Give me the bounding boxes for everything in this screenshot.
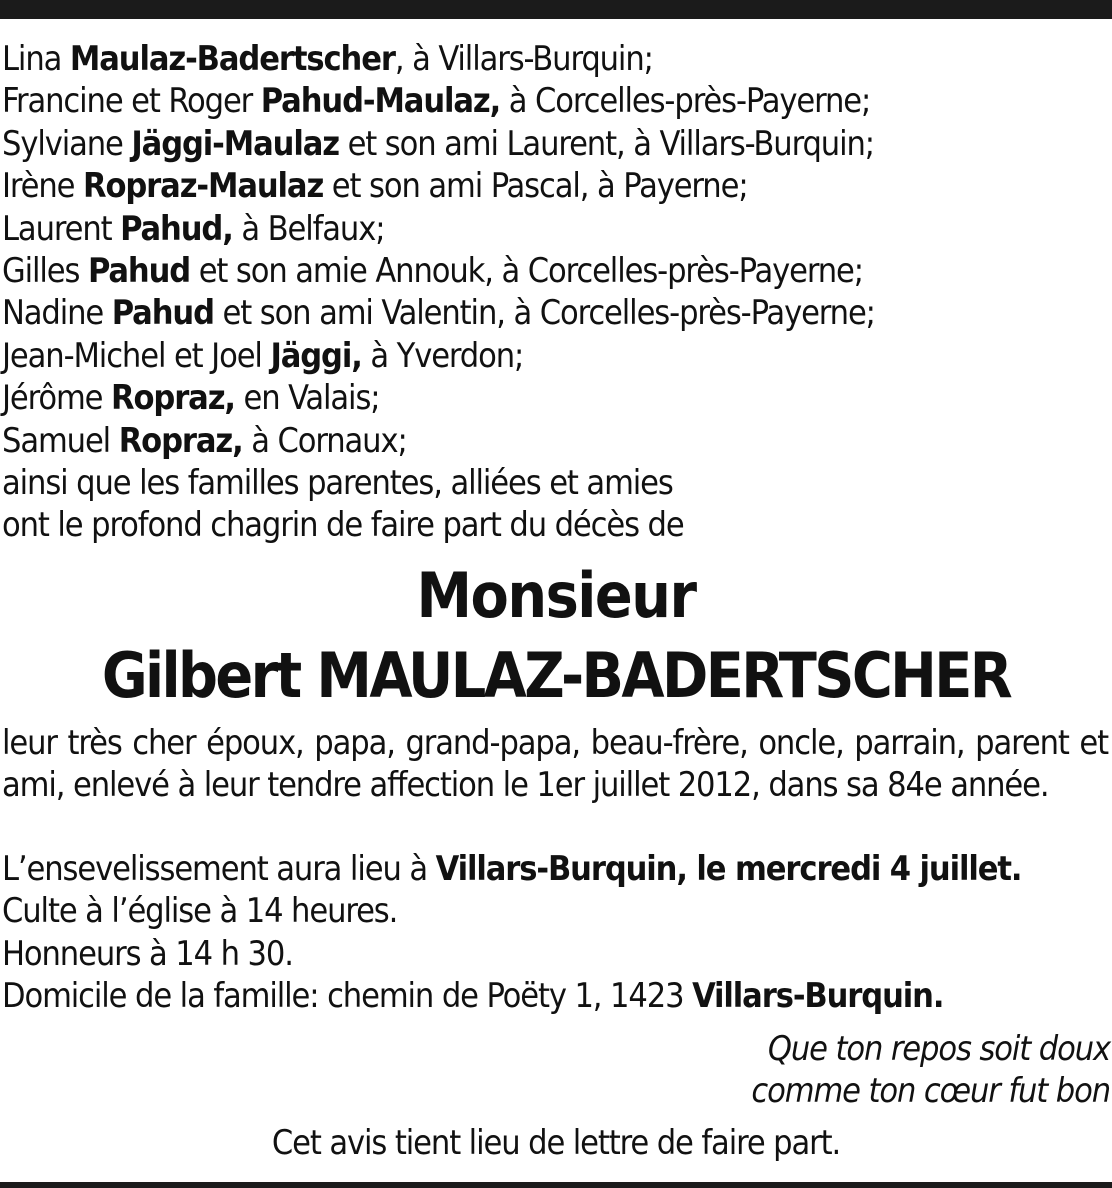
family-line: Gilles Pahud et son amie Annouk, à Corcelles-près-Payerne; <box>2 250 863 291</box>
family-line: ont le profond chagrin de faire part du décès de <box>2 505 684 546</box>
memorial-quote <box>410 1028 1110 1112</box>
family-line: Laurent Pahud, à Belfaux; <box>2 208 385 249</box>
deceased-name: Gilbert MAULAZ-BADERTSCHER <box>101 639 1011 712</box>
family-line: Jérôme Ropraz, en Valais; <box>2 378 380 419</box>
deceased-description: leur très cher époux, papa, grand-papa, beau-frère, oncle, parrain, parent et ami, enlevé à leur tendre affection le 1er juillet 2012, dans sa 84e année. <box>2 723 1108 805</box>
funeral-info <box>2 848 1110 1018</box>
family-line: ainsi que les familles parentes, alliées et amies <box>2 462 673 503</box>
family-line: Jean-Michel et Joel Jäggi, à Yverdon; <box>2 335 524 376</box>
family-line: Francine et Roger Pahud-Maulaz, à Corcelles-près-Payerne; <box>2 81 871 122</box>
family-line: Sylviane Jäggi-Maulaz et son ami Laurent, à Villars-Burquin; <box>2 123 874 164</box>
family-list <box>2 38 1110 547</box>
bottom-rule <box>0 1182 1112 1188</box>
top-rule <box>0 0 1112 19</box>
info-line: Culte à l’église à 14 heures. <box>2 891 398 932</box>
family-line: Lina Maulaz-Badertscher, à Villars-Burquin; <box>2 39 653 79</box>
quote-line-2: comme ton cœur fut bon <box>751 1071 1110 1111</box>
family-line: Irène Ropraz-Maulaz et son ami Pascal, à Payerne; <box>2 166 748 207</box>
footer-note: Cet avis tient lieu de lettre de faire part. <box>271 1123 841 1163</box>
family-line: Nadine Pahud et son ami Valentin, à Corcelles-près-Payerne; <box>2 293 875 334</box>
deceased-honorific: Monsieur <box>416 559 696 632</box>
family-line: Samuel Ropraz, à Cornaux; <box>2 420 407 461</box>
info-line: Domicile de la famille: chemin de Poëty 1, 1423 Villars-Burquin. <box>2 976 944 1017</box>
info-line: Honneurs à 14 h 30. <box>2 933 293 974</box>
quote-line-1: Que ton repos soit doux <box>767 1029 1110 1069</box>
info-line: L’ensevelissement aura lieu à Villars-Burquin, le mercredi 4 juillet. <box>2 849 1022 889</box>
